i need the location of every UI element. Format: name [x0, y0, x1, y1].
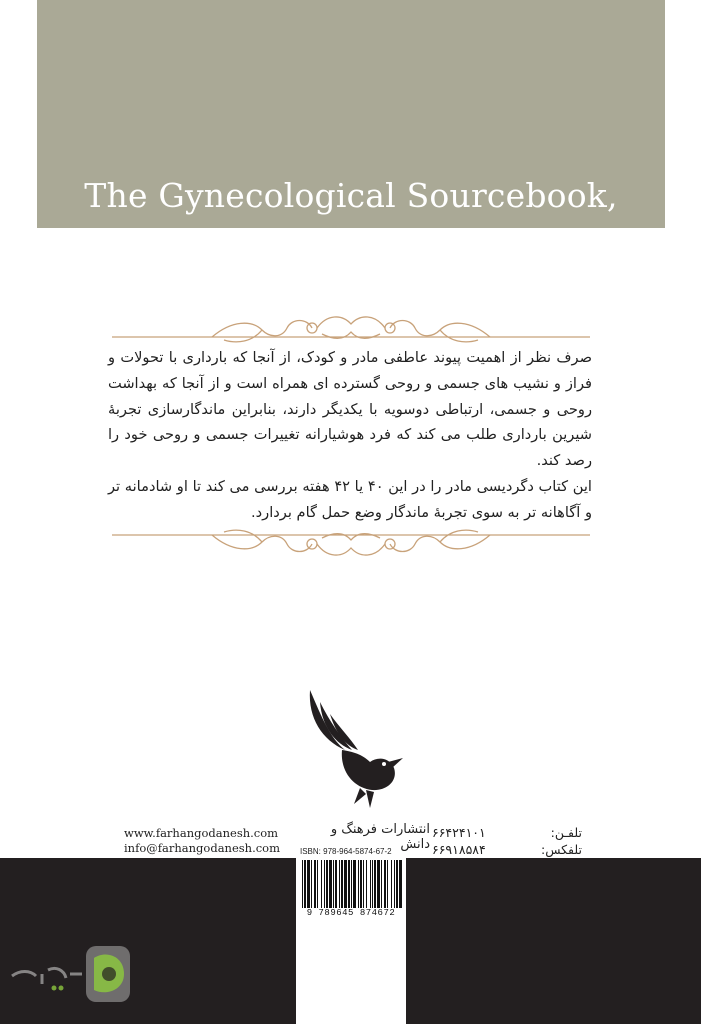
publisher-name: انتشارات فرهنگ و دانش	[330, 822, 430, 852]
barcode-digits: 9 789645 874672	[306, 908, 396, 918]
bird-pen-nib-logo-icon	[300, 688, 404, 810]
english-title: The Gynecological Sourcebook,	[84, 176, 618, 215]
publisher-website: www.farhangodanesh.com	[124, 826, 279, 840]
barcode-bar	[344, 860, 347, 908]
barcode-bar	[358, 860, 359, 908]
publisher-phones	[432, 824, 582, 858]
barcode-bar	[335, 860, 337, 908]
barcode-bar	[387, 860, 388, 908]
fax-number: ۶۶۹۱۸۵۸۴	[432, 842, 486, 857]
book-description	[108, 345, 592, 526]
barcode-bar	[351, 860, 352, 908]
barcode-bar	[377, 860, 380, 908]
barcode-bar	[384, 860, 386, 908]
barcode-bar	[329, 860, 332, 908]
ornament-divider-bottom	[112, 520, 590, 560]
barcode-bar	[353, 860, 356, 908]
barcode-bar	[304, 860, 306, 908]
isbn-barcode	[300, 860, 402, 908]
phone-row	[432, 824, 582, 841]
barcode-bar	[366, 860, 367, 908]
barcode-bar	[396, 860, 398, 908]
barcode-bar	[307, 860, 310, 908]
barcode-bar	[348, 860, 350, 908]
publisher-contacts	[124, 826, 280, 856]
barcode-bar	[391, 860, 392, 908]
barcode-bar	[374, 860, 376, 908]
description-paragraph-1: صرف نظر از اهمیت پیوند عاطفی مادر و کودک، از آنجا که بارداری با تحولات و فراز و نشیب های جسمی و روحی گسترده ای همراه است و از آنجا که بهداشت روحی و جسمی، ارتباطی دوسویه با یکدیگر دارند، بنابراین ماندگارسازی تجربۀ شیرین بارداری طلب می کند که فرد هوشیارانه تغییرات جسمی و روحی خود را رصد کند.	[108, 349, 592, 470]
publisher-email: info@farhangodanesh.com	[124, 841, 280, 855]
ornament-divider-top	[112, 310, 590, 350]
description-paragraph-2: این کتاب دگردیسی مادر را در این ۴۰ یا ۴۲ هفته بررسی می کند تا او شادمانه تر و آگاهانه تر به سوی تجربۀ ماندگار وضع حمل گام بردارد.	[108, 477, 592, 521]
barcode-bar	[311, 860, 312, 908]
barcode-bar	[333, 860, 334, 908]
barcode-bar	[360, 860, 362, 908]
barcode-bar	[341, 860, 343, 908]
phone-number: ۶۶۴۲۴۱۰۱	[432, 825, 486, 840]
barcode-bar	[326, 860, 328, 908]
barcode-bar	[314, 860, 316, 908]
barcode-bar	[381, 860, 382, 908]
barcode-bar	[399, 860, 402, 908]
barcode-bar	[339, 860, 340, 908]
phone-label: تلفـن:	[550, 825, 582, 840]
barcode-bar	[317, 860, 318, 908]
title-band	[37, 0, 665, 228]
barcode-bar	[370, 860, 371, 908]
ketab-watermark-logo-icon	[6, 944, 132, 1004]
barcode-bar	[372, 860, 373, 908]
barcode-bar	[321, 860, 322, 908]
barcode-bar	[363, 860, 364, 908]
fax-row	[432, 841, 582, 858]
fax-label: تلفکس:	[541, 842, 582, 857]
barcode-bar	[302, 860, 303, 908]
barcode-bar	[394, 860, 395, 908]
barcode-bar	[324, 860, 325, 908]
isbn-label: ISBN: 978-964-5874-67-2	[300, 847, 392, 856]
